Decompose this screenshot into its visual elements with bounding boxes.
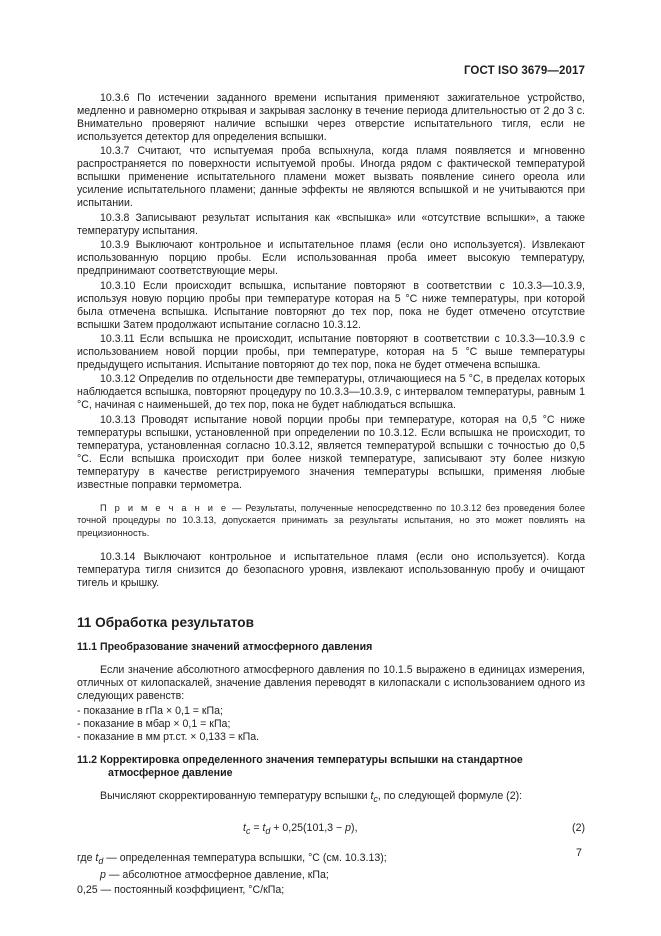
- legend-p: p — абсолютное атмосферное давление, кПа;: [100, 869, 329, 882]
- note-label: П р и м е ч а н и е: [100, 502, 229, 513]
- paragraph-10-3-8: 10.3.8 Записывают результат испытания как «вспышка» или «отсутствие вспышки», а также температуру испытания.: [77, 211, 585, 237]
- legend-const: 0,25 — постоянный коэффициент, °С/кПа;: [77, 883, 285, 896]
- paragraph-10-3-13: 10.3.13 Проводят испытание новой порции пробы при температуре, которая на 0,5 °С ниже температуры вспышки, установленной при определении по 10.3.12. Если вспышка не происходит, то температура, установленная согласно 10.3.12, является температурой вспышки с точностью до 0,5 °С. Если вспышка происходит при более низкой температуре, записывают эту более низкую температуру в качестве регистрируемого значения температуры вспышки, применяя любые известные поправки термометра.: [77, 413, 585, 491]
- subsection-11-1-title: 11.1 Преобразование значений атмосферного давления: [77, 641, 373, 654]
- paragraph-10-3-10: 10.3.10 Если происходит вспышка, испытание повторяют в соответствии с 10.3.3—10.3.9, используя новую порцию пробы при температуре которая на 5 °С ниже температуры, при которой была отмечена вспышка. Испытание повторяют до тех пор, пока не будет отмечено отсутствие вспышки Затем продолжают испытание согласно 10.3.12.: [77, 279, 585, 331]
- formula-2: [77, 822, 585, 842]
- paragraph-10-3-9: 10.3.9 Выключают контрольное и испытательное пламя (если оно используется). Извлекают использованную порцию пробы. Если использованная проба имеет высокую температуру, предпринимают соответствующие меры.: [77, 239, 585, 278]
- formula-expression: $t_c = t_d + 0,25(101,3 - p)$,: [243, 821, 358, 836]
- paragraph-10-3-12: 10.3.12 Определив по отдельности две температуры, отличающиеся на 5 °С, в пределах которых наблюдается вспышка, повторяют процедуру по 10.3.3—10.3.9, с интервалом температуры, равным 1 °С, начиная с наименьшей, до тех пор, пока не будет наблюдаться вспышка.: [77, 373, 585, 412]
- standard-code-header: ГОСТ ISO 3679—2017: [463, 65, 585, 77]
- subsection-11-1-text: Если значение абсолютного атмосферного давления по 10.1.5 выражено в единицах измерения, отличных от килопаскалей, значение давления переводят в килопаскали с использованием одного из следующих равенств:: [77, 664, 585, 703]
- pressure-conversion-list: [77, 705, 585, 744]
- page-number: 7: [576, 847, 582, 859]
- subsection-11-2-title-line2: атмосферное давление: [108, 766, 233, 779]
- list-item: - показание в гПа × 0,1 = кПа;: [77, 704, 223, 717]
- document-body: [77, 92, 585, 898]
- list-item: - показание в мм рт.ст. × 0,133 = кПа.: [77, 730, 260, 743]
- note: [77, 502, 585, 540]
- section-11-title: 11 Обработка результатов: [77, 615, 254, 631]
- formula-number: (2): [572, 821, 585, 834]
- subsection-11-2-title: [77, 754, 585, 780]
- subsection-11-2-text: Вычисляют скорректированную температуру вспышки $t_c$, по следующей формуле (2):: [100, 789, 523, 804]
- legend-td: где $t_d$ — определенная температура вспышки, °С (см. 10.3.13);: [77, 851, 387, 866]
- note-text: — Результаты, полученные непосредственно по 10.3.12 без проведения более точной процедуры по 10.3.13, допускается принимать за результаты испытания, но это может повлиять на прецизионность.: [77, 502, 585, 538]
- paragraph-10-3-14: 10.3.14 Выключают контрольное и испытательное пламя (если оно используется). Когда температура тигля снизится до безопасного уровня, извлекают использованную пробу и очищают тигель и крышку.: [77, 551, 585, 590]
- paragraph-10-3-6: 10.3.6 По истечении заданного времени испытания применяют зажигательное устройство, медленно и равномерно открывая и закрывая заслонку в течение периода длительностью от 2 до 3 с. Внимательно проверяют наличие вспышки через отверстие испытательного тигля, если не используется детектор для определения вспышки.: [77, 92, 585, 143]
- paragraph-10-3-7: 10.3.7 Считают, что испытуемая проба вспыхнула, когда пламя появляется и мгновенно распространяется по поверхности испытуемой пробы. Иногда рядом с фактической температурой вспышки применение испытательного пламени может вызвать появление синего ореола или усиление испытательного пламени; данные эффекты не являются вспышкой и не учитываются при испытании.: [77, 145, 585, 210]
- list-item: - показание в мбар × 0,1 = кПа;: [77, 717, 231, 730]
- formula-legend: [77, 852, 585, 897]
- subsection-11-2-title-line1: 11.2 Корректировка определенного значения температуры вспышки на стандартное: [77, 753, 523, 766]
- paragraph-10-3-11: 10.3.11 Если вспышка не происходит, испытание повторяют в соответствии с 10.3.3—10.3.9 с использованием новой порции пробы, при температуре, которая на 5 °С выше температуры предыдущего испытания. Испытание повторяют до тех пор, пока не будет отмечена вспышка.: [77, 332, 585, 371]
